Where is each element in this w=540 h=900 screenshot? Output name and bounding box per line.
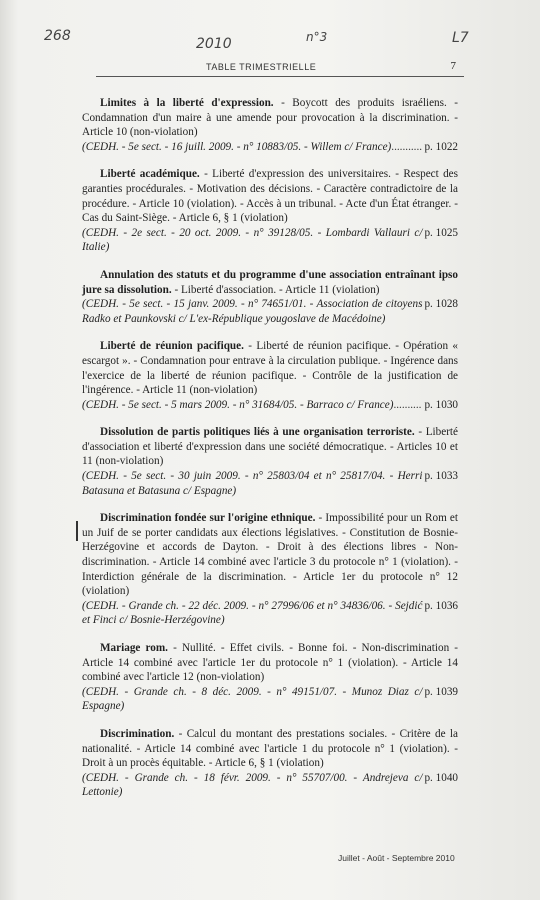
entry-body: - Liberté d'expression des universitaires. - Respect des garanties procédurales. - Motivation des décisions. - Caractère contradictoire de la procédure. - Article 10 (violation). - Accès à un tribunal. - Acte d'un État étranger. - Cas du Saint-Siège. - Article 6, § 1 (violation): [82, 168, 458, 225]
entry-page: p. 1025: [424, 226, 458, 239]
entry-case: (CEDH. - 2e sect. - 20 oct. 2009. - n° 39128/05. - Lombardi Vallauri c/ Italie): [82, 226, 423, 254]
index-entries: [82, 96, 458, 813]
entry-title: Limites à la liberté d'expression.: [100, 97, 274, 109]
entry-body: - Liberté de réunion pacifique. - Opération « escargot ». - Condamnation pour entrave à la circulation publique. - Ingérence dans l'exercice de la liberté de réunion pacifique. - Contrôle de la justification de l'ingérence. - Article 11 (non-violation): [82, 340, 458, 397]
entry-page: p. 1030: [424, 398, 458, 411]
entry-page: p. 1033: [424, 470, 458, 483]
entry-case: (CEDH. - Grande ch. - 22 déc. 2009. - n° 27996/06 et n° 34836/06. - Sejdić et Finci c/ Bosnie-Herzégovine): [82, 599, 423, 627]
index-entry: [82, 167, 458, 255]
margin-mark: [76, 521, 78, 541]
entry-page: p. 1028: [424, 298, 458, 311]
entry-title: Dissolution de partis politiques liés à une organisation terroriste.: [100, 426, 415, 439]
index-entry: [82, 425, 458, 498]
index-entry: [82, 727, 458, 800]
running-title: TABLE TRIMESTRIELLE: [206, 62, 317, 72]
entry-page: p. 1039: [424, 685, 458, 698]
index-entry: [82, 268, 458, 326]
entry-page: p. 1022: [424, 140, 458, 153]
entry-title: Discrimination.: [100, 727, 175, 740]
entry-body: - Calcul du montant des prestations sociales. - Critère de la nationalité. - Article 14 combiné avec l'article 1 du protocole n° 1 (violation). - Droit à un procès équitable. - Article 6, § 1 (violation): [82, 727, 458, 770]
page-number: 7: [450, 60, 456, 72]
entry-case: (CEDH. - 5e sect. - 16 juill. 2009. - n° 10883/05. - Willem c/ France): [82, 140, 392, 153]
index-entry: [82, 339, 458, 412]
entry-case: (CEDH. - 5e sect. - 15 janv. 2009. - n° 74651/01. - Association de citoyens Radko et Paunkovski c/ L'ex-République yougoslave de Macédoine): [82, 298, 423, 325]
bleed-through-text: [250, 12, 254, 28]
entry-body: - Liberté d'association. - Article 11 (violation): [171, 283, 380, 296]
handwritten-note-right: L7: [452, 30, 469, 46]
index-entry: [82, 511, 458, 628]
entry-page: p. 1036: [424, 599, 458, 612]
handwritten-note-number: n°3: [306, 30, 328, 44]
entry-case: (CEDH. - 5e sect. - 30 juin 2009. - n° 25803/04 et n° 25817/04. - Herri Batasuna et Batasuna c/ Espagne): [82, 470, 423, 497]
entry-title: Discrimination fondée sur l'origine ethnique.: [100, 512, 316, 525]
index-entry: [82, 641, 458, 714]
entry-page: p. 1040: [424, 771, 458, 784]
entry-case: (CEDH. - 5e sect. - 5 mars 2009. - n° 31684/05. - Barraco c/ France): [82, 398, 394, 411]
handwritten-note-center: 2010: [196, 36, 232, 52]
entry-body: - Boycott des produits israéliens. - Condamnation d'un maire à une amende pour provocation à la discrimination. - Article 10 (non-violation): [82, 97, 458, 139]
issue-footer: Juillet - Août - Septembre 2010: [338, 853, 455, 863]
entry-title: Liberté de réunion pacifique.: [100, 340, 244, 353]
entry-body: - Impossibilité pour un Rom et un Juif de se porter candidats aux élections législatives. - Constitution de Bosnie-Herzégovine et accords de Dayton. - Droit à des élections libres - Non-discrimination. - Article 14 combiné avec l'article 3 du protocole n° 1 (violation). - Interdiction générale de la discrimination. - Article 1er du protocole n° 12 (violation): [82, 512, 458, 598]
entry-title: Liberté académique.: [100, 168, 200, 181]
handwritten-note-left: 268: [44, 28, 71, 44]
entry-title: Mariage rom.: [100, 642, 168, 654]
entry-case: (CEDH. - Grande ch. - 18 févr. 2009. - n° 55707/00. - Andrejeva c/ Lettonie): [82, 771, 423, 799]
entry-title: Annulation des statuts et du programme d'une association entraînant ipso jure sa dissolution.: [82, 268, 458, 296]
index-entry: [82, 96, 458, 154]
entry-case: (CEDH. - Grande ch. - 8 déc. 2009. - n° 49151/07. - Munoz Diaz c/ Espagne): [82, 685, 423, 713]
entry-body: - Nullité. - Effet civils. - Bonne foi. - Non-discrimination - Article 14 combiné avec l'article 1er du protocole n° 1 (violation). - Article 14 combiné avec l'article 12 (non-violation): [82, 642, 459, 684]
running-header: [96, 62, 464, 77]
entry-body: - Liberté d'association et liberté d'expression dans une société démocratique. - Articles 10 et 11 (non-violation): [82, 426, 458, 468]
